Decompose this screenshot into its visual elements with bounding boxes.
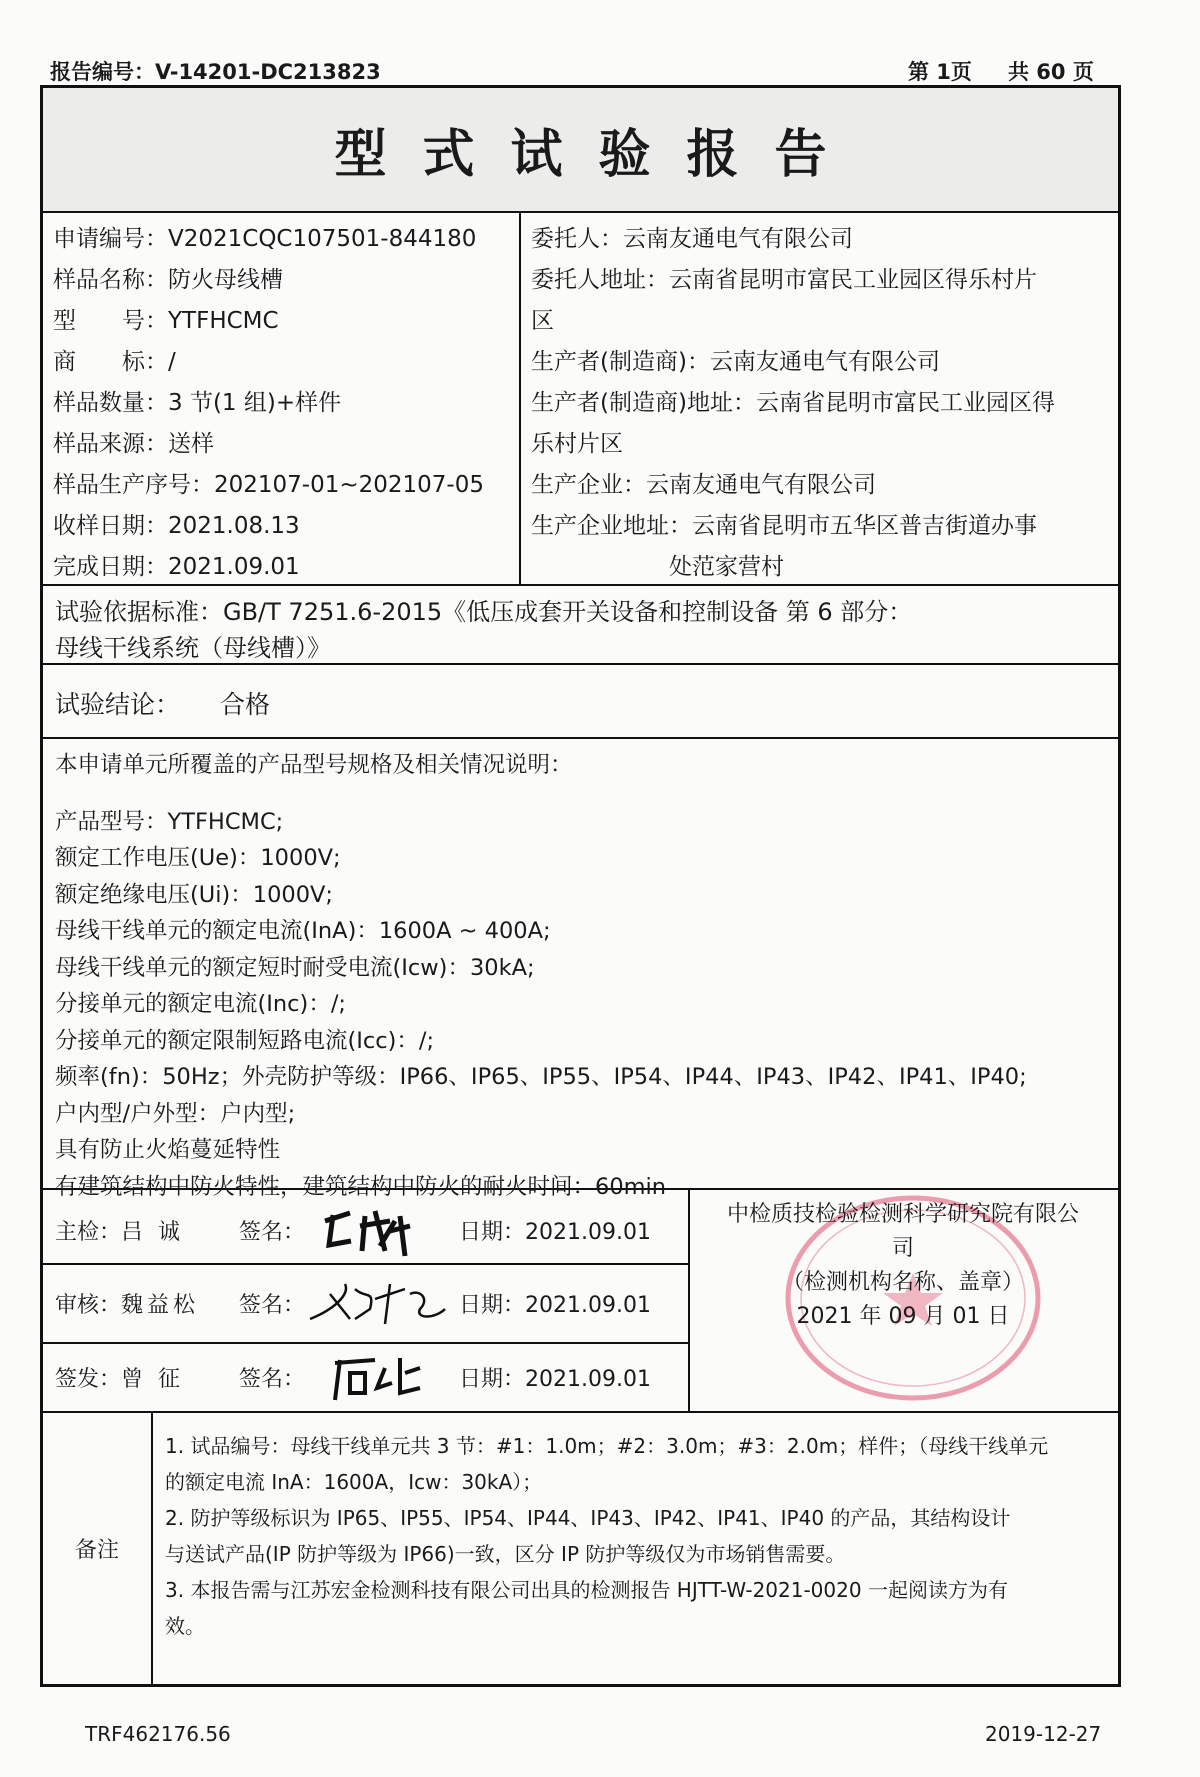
description-intro: 本申请单元所覆盖的产品型号规格及相关情况说明： bbox=[55, 752, 573, 778]
signer-name: 魏益松 bbox=[121, 1293, 200, 1318]
trademark: 商 标：/ bbox=[53, 349, 176, 375]
manufacturer: 生产者(制造商)：云南友通电气有限公司 bbox=[531, 349, 940, 375]
report-form bbox=[40, 85, 1121, 1687]
client: 委托人：云南友通电气有限公司 bbox=[531, 226, 853, 252]
sign-label: 签名： bbox=[239, 1367, 306, 1392]
role-label: 签发： bbox=[55, 1367, 122, 1392]
sign-date: 日期：2021.09.01 bbox=[459, 1220, 651, 1245]
standard-line: 试验依据标准：GB/T 7251.6-2015《低压成套开关设备和控制设备 第 6 部分： bbox=[55, 598, 913, 626]
version-date: 2019-12-27 bbox=[985, 1722, 1102, 1746]
sign-label: 签名： bbox=[239, 1220, 306, 1245]
description-line: 母线干线单元的额定电流(InA)：1600A ~ 400A; bbox=[55, 918, 551, 944]
factory-address-cont: 处范家营村 bbox=[531, 554, 784, 580]
inspector-row bbox=[43, 1193, 688, 1268]
testing-organization bbox=[693, 1198, 1113, 1334]
org-name-cont: 司 bbox=[891, 1236, 914, 1261]
title-band bbox=[43, 88, 1118, 213]
receive-date: 收样日期：2021.08.13 bbox=[53, 513, 300, 539]
description-line: 分接单元的额定限制短路电流(Icc)：/; bbox=[55, 1027, 435, 1054]
remarks-content bbox=[165, 1428, 1115, 1644]
right-info-column bbox=[531, 219, 1055, 588]
report-title: 型式试验报告 bbox=[334, 124, 863, 185]
divider bbox=[688, 1190, 690, 1413]
remark-line: 的额定电流 InA：1600A，Icw：30kA）； bbox=[165, 1470, 543, 1494]
form-number: TRF462176.56 bbox=[85, 1722, 231, 1746]
reviewer-row bbox=[43, 1266, 688, 1341]
sample-source: 样品来源：送样 bbox=[53, 431, 214, 457]
model: 型 号：YTFHCMC bbox=[53, 308, 279, 334]
manufacturer-address: 生产者(制造商)地址：云南省昆明市富民工业园区得 bbox=[531, 390, 1055, 416]
client-address: 委托人地址：云南省昆明市富民工业园区得乐村片 bbox=[531, 267, 1037, 293]
org-date: 2021 年 09 月 01 日 bbox=[796, 1304, 1010, 1329]
left-info-column bbox=[53, 219, 484, 588]
page-total: 共 60 页 bbox=[1008, 60, 1094, 84]
product-description bbox=[43, 739, 1118, 1200]
page-number: 第 1页 bbox=[908, 60, 972, 84]
signature-image bbox=[305, 1201, 455, 1261]
divider bbox=[519, 213, 521, 586]
description-line: 额定绝缘电压(Ui)：1000V; bbox=[55, 881, 334, 908]
client-address-cont: 区 bbox=[531, 308, 554, 334]
sample-quantity: 样品数量：3 节(1 组)+样件 bbox=[53, 390, 342, 416]
description-line: 产品型号：YTFHCMC; bbox=[55, 808, 284, 835]
factory: 生产企业：云南友通电气有限公司 bbox=[531, 472, 876, 498]
remark-line: 效。 bbox=[165, 1614, 205, 1638]
factory-address: 生产企业地址：云南省昆明市五华区普吉街道办事 bbox=[531, 513, 1037, 539]
sign-label: 签名： bbox=[239, 1293, 306, 1318]
approver-row bbox=[43, 1340, 688, 1415]
remarks-label-text: 备注 bbox=[74, 1538, 119, 1563]
remark-line: 3. 本报告需与江苏宏金检测科技有限公司出具的检测报告 HJTT-W-2021-0020 一起阅读方为有 bbox=[165, 1578, 1008, 1602]
remark-line: 与送试产品(IP 防护等级为 IP66)一致，区分 IP 防护等级仅为市场销售需要。 bbox=[165, 1542, 846, 1566]
description-line: 有建筑结构中防火特性，建筑结构中防火的耐火时间：60min bbox=[55, 1173, 667, 1200]
test-standard bbox=[43, 586, 1118, 665]
role-label: 主检： bbox=[55, 1220, 122, 1245]
production-serial: 样品生产序号：202107-01~202107-05 bbox=[53, 472, 485, 498]
completion-date: 完成日期：2021.09.01 bbox=[53, 554, 300, 580]
conclusion-value: 合格 bbox=[220, 690, 271, 719]
description-line: 具有防止火焰蔓延特性 bbox=[55, 1137, 281, 1163]
manufacturer-address-cont: 乐村片区 bbox=[531, 431, 623, 457]
description-line: 户内型/户外型：户内型; bbox=[55, 1100, 296, 1127]
sample-info-section bbox=[43, 213, 1118, 586]
report-number: 报告编号：V-14201-DC213823 bbox=[50, 60, 381, 84]
remark-line: 1. 试品编号：母线干线单元共 3 节：#1：1.0m；#2：3.0m；#3：2.0m；样件；（母线干线单元 bbox=[165, 1434, 1049, 1458]
signature-image bbox=[305, 1348, 455, 1408]
org-caption: （检测机构名称、盖章） bbox=[781, 1270, 1024, 1295]
sign-date: 日期：2021.09.01 bbox=[459, 1293, 651, 1318]
test-conclusion bbox=[43, 665, 1118, 739]
role-label: 审核： bbox=[55, 1293, 122, 1318]
sign-date: 日期：2021.09.01 bbox=[459, 1367, 651, 1392]
description-line: 母线干线单元的额定短时耐受电流(Icw)：30kA; bbox=[55, 954, 535, 981]
org-name: 中检质技检验检测科学研究院有限公 bbox=[726, 1202, 1079, 1227]
application-number: 申请编号：V2021CQC107501-844180 bbox=[53, 226, 477, 252]
remark-line: 2. 防护等级标识为 IP65、IP55、IP54、IP44、IP43、IP42、IP41、IP40 的产品，其结构设计 bbox=[165, 1506, 1011, 1530]
description-line: 额定工作电压(Ue)：1000V; bbox=[55, 845, 341, 871]
signature-image bbox=[305, 1274, 455, 1334]
signer-name: 吕 诚 bbox=[121, 1220, 185, 1245]
sample-name: 样品名称：防火母线槽 bbox=[53, 267, 283, 293]
description-line: 频率(fn)：50Hz；外壳防护等级：IP66、IP65、IP55、IP54、IP44、IP43、IP42、IP41、IP40; bbox=[55, 1064, 1027, 1090]
standard-line: 母线干线系统（母线槽）》 bbox=[55, 634, 331, 662]
description-line: 分接单元的额定电流(Inc)：/; bbox=[55, 991, 346, 1017]
signer-name: 曾 征 bbox=[121, 1367, 185, 1392]
remarks-label bbox=[43, 1413, 153, 1684]
conclusion-label: 试验结论： bbox=[55, 690, 181, 719]
